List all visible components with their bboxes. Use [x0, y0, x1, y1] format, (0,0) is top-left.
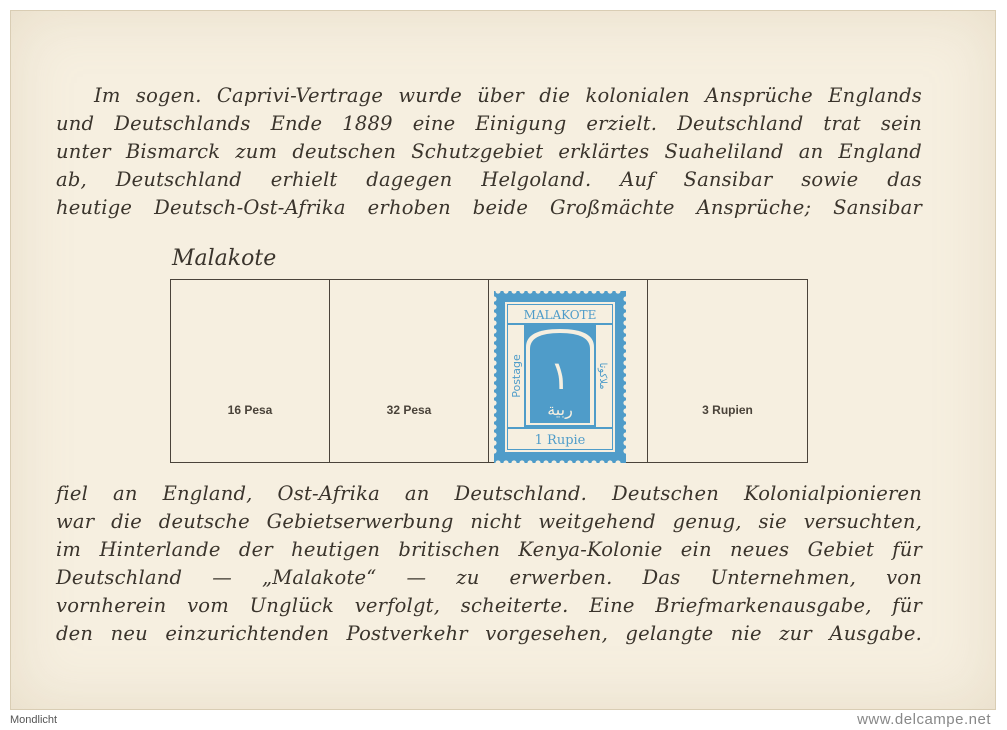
- text-line: den neu einzurichtenden Postverkehr vorgesehen, gelangte nie zur Ausgabe.: [56, 622, 922, 645]
- stamp-top-text: MALAKOTE: [523, 308, 597, 322]
- text-line: Im sogen. Caprivi-Vertrage wurde über die kolonialen Ansprüche Englands: [94, 84, 922, 107]
- section-heading: Malakote: [172, 246, 277, 271]
- stamp-boxes: [170, 279, 808, 463]
- text-line: war die deutsche Gebietserwerbung nicht weitgehend genug, sie versuchten,: [56, 510, 922, 533]
- stamp-numeral: ١: [549, 353, 571, 399]
- stamp-box-32-pesa: [330, 280, 489, 462]
- seller-name: Mondlicht: [10, 714, 58, 726]
- text-line: und Deutschlands Ende 1889 eine Einigung erzielt. Deutschland trat sein: [56, 112, 922, 135]
- stamp-value-text: 1 Rupie: [534, 433, 586, 448]
- malakote-stamp: [490, 287, 630, 467]
- stamp-box-3-rupien: [648, 280, 807, 462]
- text-line: fiel an England, Ost-Afrika an Deutschland. Deutschen Kolonialpionieren: [56, 482, 922, 505]
- text-line: Deutschland — „Malakote“ — zu erwerben. Das Unternehmen, von: [56, 566, 922, 589]
- intro-paragraph: [56, 82, 922, 222]
- stamp-box-label: 16 Pesa: [227, 403, 273, 417]
- stamp-box-16-pesa: [171, 280, 330, 462]
- stamp-box-label: 32 Pesa: [386, 403, 432, 417]
- text-line: heutige Deutsch-Ost-Afrika erhoben beide Großmächte Ansprüche; Sansibar: [56, 196, 922, 219]
- closing-paragraph: [56, 480, 922, 648]
- text-line: im Hinterlande der heutigen britischen Kenya-Kolonie ein neues Gebiet für: [56, 538, 922, 561]
- text-line: ab, Deutschland erhielt dagegen Helgoland. Auf Sansibar sowie das: [56, 168, 922, 191]
- text-line: vornherein vom Unglück verfolgt, scheiterte. Eine Briefmarkenausgabe, für: [56, 594, 922, 617]
- site-watermark: www.delcampe.net: [857, 711, 991, 728]
- stamp-box-label: 3 Rupien: [702, 403, 753, 417]
- stamp-right-text: ملاكوتا: [597, 362, 608, 390]
- text-line: unter Bismarck zum deutschen Schutzgebiet erklärtes Suaheliland an England: [56, 140, 922, 163]
- stamp-left-text: Postage: [510, 354, 523, 398]
- stamp-arabic-text: ربية: [547, 400, 573, 419]
